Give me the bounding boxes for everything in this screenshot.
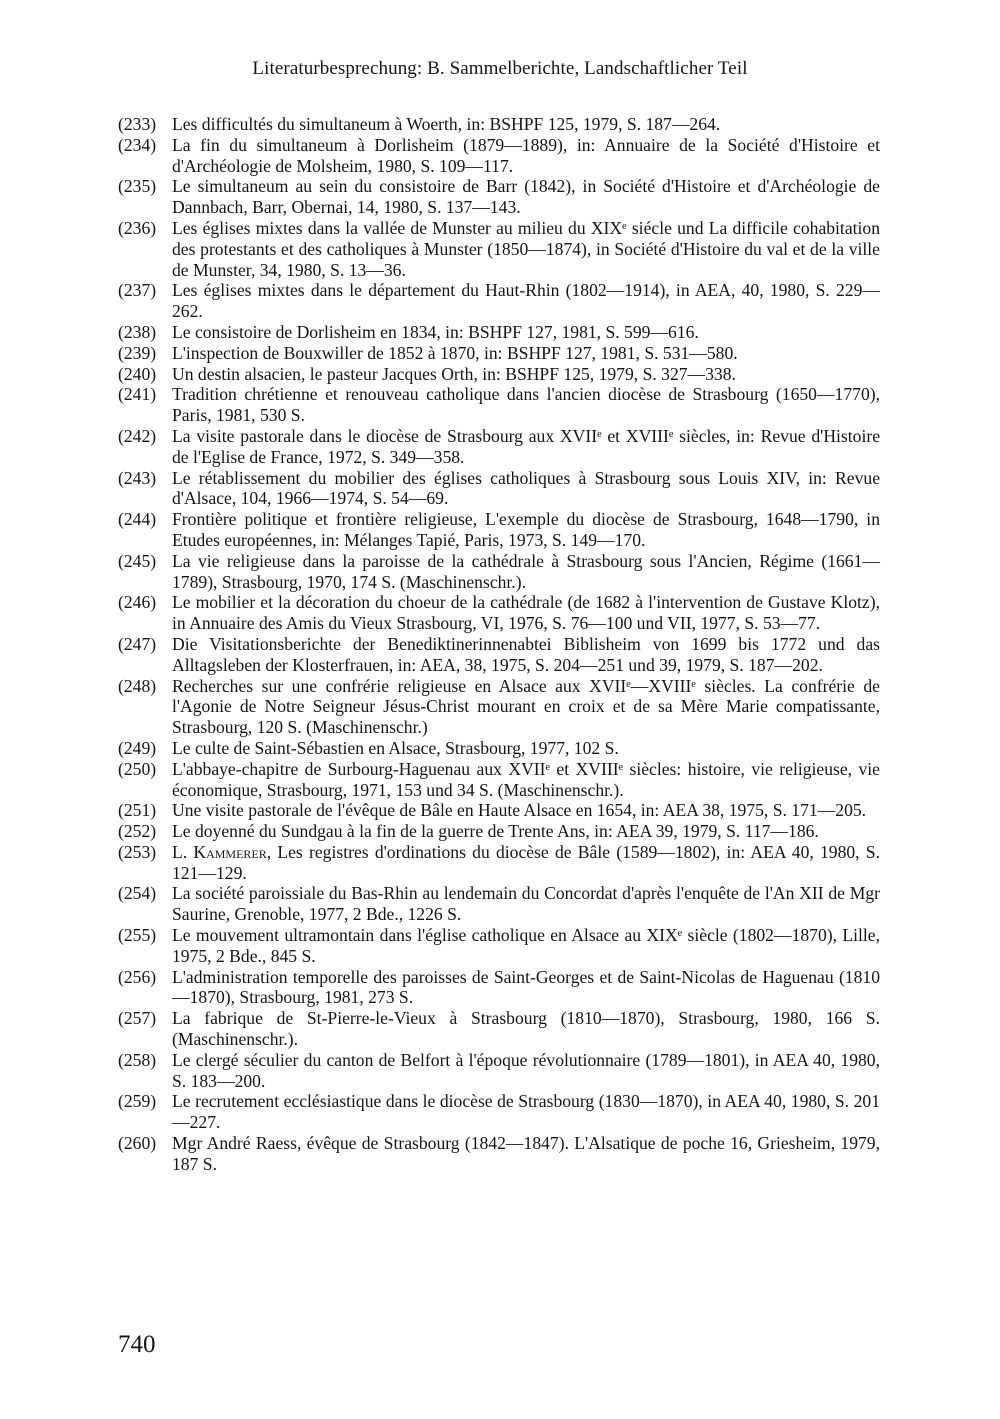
entry-number: (246) — [118, 592, 157, 613]
bibliography-entry — [118, 1091, 880, 1133]
bibliography-entry — [118, 883, 880, 925]
entry-number: (256) — [118, 966, 157, 987]
entry-number: (243) — [118, 467, 157, 488]
entry-number: (242) — [118, 425, 157, 446]
entry-number: (238) — [118, 321, 157, 342]
entry-text: La fin du simultaneum à Dorlisheim (1879—1889), in: Annuaire de la Société d'Histoire et d'Archéologie de Molsheim, 1980, S. 109—117. — [172, 134, 880, 176]
entry-text: Le simultaneum au sein du consistoire de Barr (1842), in Société d'Histoire et d'Archéologie de Dannbach, Barr, Obernai, 14, 1980, S. 137—143. — [172, 176, 880, 218]
bibliography-entry — [118, 1133, 880, 1175]
entry-number: (236) — [118, 217, 157, 238]
bibliography-entry — [118, 114, 880, 135]
bibliography-list — [118, 114, 880, 1175]
bibliography-entry — [118, 759, 880, 801]
entry-text: Tradition chrétienne et renouveau catholique dans l'ancien diocèse de Strasbourg (1650—1770), Paris, 1981, 530 S. — [172, 384, 880, 426]
entry-text: Le consistoire de Dorlisheim en 1834, in: BSHPF 127, 1981, S. 599—616. — [172, 321, 699, 342]
entry-number: (255) — [118, 925, 157, 946]
entry-text: Le recrutement ecclésiastique dans le diocèse de Strasbourg (1830—1870), in AEA 40, 1980, S. 201—227. — [172, 1091, 880, 1133]
bibliography-entry — [118, 1050, 880, 1092]
entry-author: L. Kammerer — [172, 841, 267, 862]
page-number: 740 — [118, 1331, 156, 1358]
bibliography-entry — [118, 738, 880, 759]
bibliography-entry — [118, 384, 880, 426]
entry-text: Le rétablissement du mobilier des églises catholiques à Strasbourg sous Louis XIV, in: Revue d'Alsace, 104, 1966—1974, S. 54—69. — [172, 467, 880, 509]
entry-number: (253) — [118, 841, 157, 862]
bibliography-entry — [118, 322, 880, 343]
entry-text: Mgr André Raess, évêque de Strasbourg (1842—1847). L'Alsatique de poche 16, Griesheim, 1979, 187 S. — [172, 1133, 880, 1174]
entry-text: Les églises mixtes dans le département du Haut-Rhin (1802—1914), in AEA, 40, 1980, S. 229—262. — [172, 280, 880, 322]
bibliography-entry — [118, 551, 880, 593]
entry-text: Die Visitationsberichte der Benediktinerinnenabtei Biblisheim von 1699 bis 1772 und das Alltagsleben der Klosterfrauen, in: AEA, 38, 1975, S. 204—251 und 39, 1979, S. 187—202. — [172, 633, 880, 675]
entry-number: (235) — [118, 176, 157, 197]
entry-number: (239) — [118, 342, 157, 363]
bibliography-entry — [118, 1008, 880, 1050]
entry-text: L'administration temporelle des paroisses de Saint-Georges et de Saint-Nicolas de Haguenau (1810—1870), Strasbourg, 1981, 273 S. — [172, 966, 880, 1008]
entry-text: Le mouvement ultramontain dans l'église catholique en Alsace au XIXᵉ siècle (1802—1870), Lille, 1975, 2 Bde., 845 S. — [172, 925, 880, 966]
entry-number: (244) — [118, 509, 157, 530]
entry-number: (257) — [118, 1008, 157, 1029]
bibliography-entry — [118, 135, 880, 177]
entry-text: Les églises mixtes dans la vallée de Munster au milieu du XIXᵉ siécle und La difficile cohabitation des protestants et des catholiques à Munster (1850—1874), in Société d'Histoire du val et de la ville de Munster, 34, 1980, S. 13—36. — [172, 217, 880, 280]
bibliography-entry — [118, 364, 880, 385]
bibliography-entry — [118, 176, 880, 218]
entry-text: Un destin alsacien, le pasteur Jacques Orth, in: BSHPF 125, 1979, S. 327—338. — [172, 363, 736, 384]
bibliography-entry — [118, 821, 880, 842]
bibliography-entry — [118, 218, 880, 280]
bibliography-entry — [118, 426, 880, 468]
bibliography-entry — [118, 676, 880, 738]
entry-text: Les difficultés du simultaneum à Woerth, in: BSHPF 125, 1979, S. 187—264. — [172, 114, 721, 134]
entry-text: Le culte de Saint-Sébastien en Alsace, Strasbourg, 1977, 102 S. — [172, 737, 619, 758]
entry-number: (234) — [118, 134, 157, 155]
entry-number: (259) — [118, 1091, 157, 1112]
entry-number: (258) — [118, 1049, 157, 1070]
entry-number: (251) — [118, 800, 157, 821]
entry-number: (249) — [118, 737, 157, 758]
entry-text: La visite pastorale dans le diocèse de Strasbourg aux XVIIᵉ et XVIIIᵉ siècles, in: Revue d'Histoire de l'Eglise de France, 1972, S. 349—358. — [172, 425, 880, 467]
entry-number: (254) — [118, 883, 157, 904]
entry-text: L'inspection de Bouxwiller de 1852 à 1870, in: BSHPF 127, 1981, S. 531—580. — [172, 342, 738, 363]
entry-text: La fabrique de St-Pierre-le-Vieux à Strasbourg (1810—1870), Strasbourg, 1980, 166 S. (Maschinenschr.). — [172, 1008, 880, 1050]
entry-text: Le mobilier et la décoration du choeur de la cathédrale (de 1682 à l'intervention de Gustave Klotz), in Annuaire des Amis du Vieux Strasbourg, VI, 1976, S. 76—100 und VII, 1977, S. 53—77. — [172, 592, 880, 634]
entry-text: Recherches sur une confrérie religieuse en Alsace aux XVIIᵉ—XVIIIᵉ siècles. La confrérie de l'Agonie de Notre Seigneur Jésus-Christ mourant en croix et de sa Mère Marie compatissante, Strasbourg, 120 S. (Maschinenschr.) — [172, 675, 880, 738]
bibliography-entry — [118, 509, 880, 551]
entry-number: (248) — [118, 675, 157, 696]
entry-number: (260) — [118, 1133, 157, 1154]
entry-text: Le doyenné du Sundgau à la fin de la guerre de Trente Ans, in: AEA 39, 1979, S. 117—186. — [172, 821, 819, 842]
bibliography-entry — [118, 634, 880, 676]
entry-number: (247) — [118, 633, 157, 654]
entry-text: Frontière politique et frontière religieuse, L'exemple du diocèse de Strasbourg, 1648—1790, in Etudes européennes, in: Mélanges Tapié, Paris, 1973, S. 149—170. — [172, 509, 880, 550]
entry-number: (233) — [118, 114, 157, 134]
running-header: Literaturbesprechung: B. Sammelberichte, Landschaftlicher Teil — [252, 58, 748, 79]
entry-number: (240) — [118, 363, 157, 384]
bibliography-entry — [118, 800, 880, 821]
bibliography-entry — [118, 592, 880, 634]
bibliography-entry — [118, 842, 880, 884]
entry-number: (252) — [118, 821, 157, 842]
entry-number: (245) — [118, 550, 157, 571]
bibliography-entry — [118, 343, 880, 364]
entry-text: La société paroissiale du Bas-Rhin au lendemain du Concordat d'après l'enquête de l'An XII de Mgr Saurine, Grenoble, 1977, 2 Bde., 1226 S. — [172, 883, 880, 925]
entry-text: , Les registres d'ordinations du diocèse de Bâle (1589—1802), in: AEA 40, 1980, S. 121—129. — [172, 841, 880, 883]
entry-text: Le clergé séculier du canton de Belfort à l'époque révolutionnaire (1789—1801), in AEA 40, 1980, S. 183—200. — [172, 1049, 880, 1091]
entry-number: (250) — [118, 758, 157, 779]
bibliography-entry — [118, 280, 880, 322]
entry-text: Une visite pastorale de l'évêque de Bâle en Haute Alsace en 1654, in: AEA 38, 1975, S. 171—205. — [172, 800, 867, 821]
bibliography-entry — [118, 967, 880, 1009]
bibliography-entry — [118, 925, 880, 967]
entry-number: (237) — [118, 280, 157, 301]
entry-number: (241) — [118, 384, 157, 405]
entry-text: L'abbaye-chapitre de Surbourg-Haguenau aux XVIIᵉ et XVIIIᵉ siècles: histoire, vie religieuse, vie économique, Strasbourg, 1971, 153 und 34 S. (Maschinenschr.). — [172, 758, 880, 800]
entry-text: La vie religieuse dans la paroisse de la cathédrale à Strasbourg sous l'Ancien, Régime (1661—1789), Strasbourg, 1970, 174 S. (Maschinenschr.). — [172, 550, 880, 592]
bibliography-entry — [118, 468, 880, 510]
